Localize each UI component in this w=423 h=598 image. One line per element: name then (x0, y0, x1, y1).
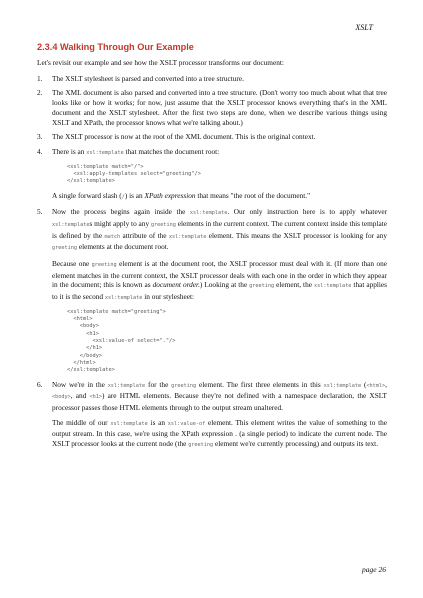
inline-code: xsl:template (107, 382, 146, 389)
text-run: element, the (274, 280, 314, 290)
text-run: is an (147, 417, 168, 427)
item-text (52, 259, 387, 304)
item-text (52, 418, 387, 451)
item-number: 4. (37, 146, 43, 156)
running-head: XSLT (355, 23, 373, 32)
page-content (37, 42, 387, 456)
text-run: element. The first three elements in this (196, 379, 324, 389)
inline-code: xsl:template (323, 382, 362, 389)
text-run: , (385, 379, 387, 389)
text-run: ( (361, 379, 367, 389)
intro-paragraph: Let's revisit our example and see how the XSLT processor transforms our document: (37, 58, 284, 67)
text-run: s might apply to any (89, 218, 151, 228)
inline-code: greeting (171, 382, 197, 389)
inline-code: xsl:template (104, 295, 143, 302)
text-run: element is at the document root, the XSLT processor must deal with it. (If more than one element matches in the current context, the XSLT processor deals with each one in the order in which they appear in the document; this is known as (52, 259, 387, 290)
inline-code: greeting (150, 221, 176, 228)
list-item (37, 380, 387, 451)
text-run: . Our only instruction here is to apply whatever (227, 207, 388, 217)
text-run: , and (70, 391, 90, 401)
item-text (52, 207, 387, 254)
text-run: elements at the document root. (77, 242, 169, 252)
item-number: 3. (37, 132, 43, 142)
text-run: ) is an (124, 190, 145, 200)
text-run: that applies to it is the second (52, 280, 388, 302)
inline-code: greeting (91, 262, 117, 269)
inline-code: / (121, 193, 125, 200)
inline-code: xsl:template (189, 210, 228, 217)
text-run: Now the process begins again inside the (52, 207, 190, 217)
list-item (37, 74, 387, 84)
text-run: that matches the document root: (123, 146, 220, 156)
list-item (37, 207, 387, 374)
list-item (37, 88, 387, 127)
text-run: element. This element writes the value of something to the output stream. In this case, we're using the XPath expression . (a single period) to indicate the current node. The XSLT processor looks at the current node (the (52, 417, 387, 449)
item-text (52, 191, 387, 203)
inline-code: greeting (188, 442, 214, 449)
text-run: in our stylesheet: (142, 292, 195, 302)
code-block: <xsl:template match="greeting"> <html> <body> <h1> <xsl:value-of select="."/> </h1> </body> </html> </xsl:template> (67, 308, 176, 374)
text-run: attribute of the (120, 230, 169, 240)
code-block: <xsl:template match="/"> <xsl:apply-templates select="greeting"/> </xsl:template> (67, 163, 201, 185)
inline-code: xsl:template (86, 149, 124, 156)
text-run: Because one (52, 259, 92, 269)
inline-code: <h1> (89, 394, 102, 401)
inline-code: <body> (52, 394, 71, 401)
item-text: The XML document is also parsed and converted into a tree structure. (Don't worry too much about what that tree looks like or how it works; for now, just assume that the XSLT processor knows everything that's in the XML document and the XSLT stylesheet. After the first two steps are done, when we describe various things using XSLT and XPath, the processor knows what we're talking about.) (52, 88, 387, 127)
list-item (37, 147, 387, 202)
text-run: element. This means the XSLT processor is looking for any (206, 230, 387, 240)
text-run: Now we're in the (52, 379, 108, 389)
item-text (52, 147, 387, 159)
emphasis: XPath expression (144, 190, 196, 200)
inline-code: xsl:template (313, 283, 352, 290)
item-text (52, 380, 387, 413)
page-number: page 26 (362, 565, 386, 574)
item-number: 6. (37, 379, 43, 389)
inline-code: greeting (52, 245, 77, 252)
text-run: The middle of our (52, 417, 111, 427)
list-item (37, 132, 387, 142)
emphasis: document order. (152, 280, 200, 290)
text-run: ) Looking at the (199, 280, 250, 290)
item-text: The XSLT stylesheet is parsed and converted into a tree structure. (52, 73, 244, 83)
inline-code: <html> (366, 382, 386, 389)
text-run: that means "the root of the document." (195, 190, 311, 200)
item-number: 5. (37, 207, 43, 217)
text-run: A single forward slash ( (52, 190, 122, 200)
inline-code: xsl:template (168, 233, 207, 240)
item-number: 2. (37, 88, 43, 98)
text-run: ) are HTML elements. Because they're not defined with a namespace declaration, the XSLT processor passes those HTML elements through to the output stream unaltered. (52, 391, 387, 412)
text-run: for the (145, 379, 172, 389)
inline-code: xsl:value-of (167, 420, 206, 427)
inline-code: match (104, 233, 121, 240)
inline-code: xsl:template (110, 420, 148, 427)
text-run: There is an (52, 146, 87, 156)
inline-code: greeting (249, 283, 275, 290)
item-number: 1. (37, 73, 43, 83)
inline-code: xsl:template (52, 221, 90, 228)
section-title: 2.3.4 Walking Through Our Example (37, 42, 194, 52)
step-list (37, 74, 387, 451)
text-run: element we're currently processing) and outputs its text. (213, 439, 379, 449)
text-run: elements in the current context. The current context inside this template is defined by the (52, 218, 387, 240)
item-text: The XSLT processor is now at the root of the XML document. This is the original context. (52, 132, 316, 142)
